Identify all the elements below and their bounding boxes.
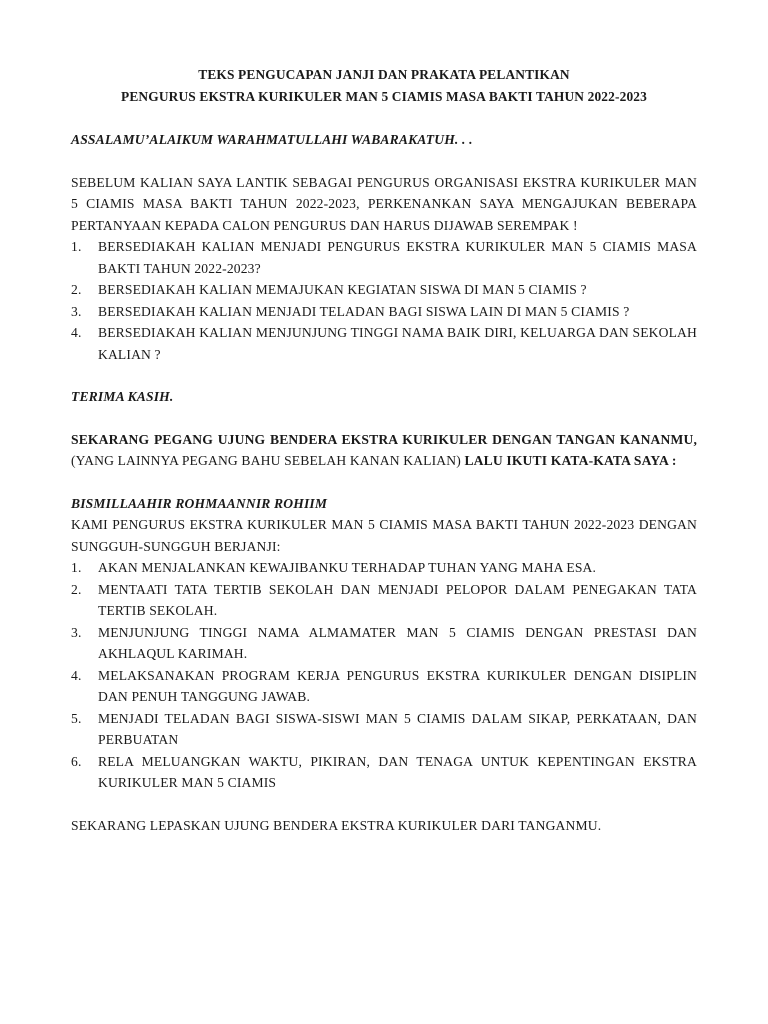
- question-text: BERSEDIAKAH KALIAN MENJADI PENGURUS EKSTRA KURIKULER MAN 5 CIAMIS MASA BAKTI TAHUN 2022-2023?: [98, 239, 697, 276]
- list-number: 6.: [71, 753, 82, 769]
- closing-instruction: SEKARANG LEPASKAN UJUNG BENDERA EKSTRA KURIKULER DARI TANGANMU.: [71, 817, 602, 833]
- question-list: [71, 236, 697, 365]
- pledge-item: [71, 751, 697, 794]
- instruction-bold-2: LALU IKUTI KATA-KATA SAYA :: [464, 453, 677, 468]
- pledge-item: [71, 557, 697, 579]
- pledge-item: [71, 665, 697, 708]
- question-item: [71, 236, 697, 279]
- document-title-line-2: PENGURUS EKSTRA KURIKULER MAN 5 CIAMIS MASA BAKTI TAHUN 2022-2023: [121, 89, 647, 104]
- pledge-text: RELA MELUANGKAN WAKTU, PIKIRAN, DAN TENAGA UNTUK KEPENTINGAN EKSTRA KURIKULER MAN 5 CIAMIS: [98, 753, 697, 790]
- list-number: 1.: [71, 560, 82, 575]
- list-number: 5.: [71, 710, 82, 726]
- list-number: 4.: [71, 667, 82, 683]
- pledge-text: MENJADI TELADAN BAGI SISWA-SISWI MAN 5 CIAMIS DALAM SIKAP, PERKATAAN, DAN PERBUATAN: [98, 710, 697, 747]
- question-item: [71, 279, 697, 301]
- instruction-bold-1: SEKARANG PEGANG UJUNG BENDERA EKSTRA KURIKULER DENGAN TANGAN KANANMU,: [71, 431, 697, 447]
- document-title-line-1: TEKS PENGUCAPAN JANJI DAN PRAKATA PELANTIKAN: [198, 67, 570, 82]
- pledge-item: [71, 579, 697, 622]
- basmalah: BISMILLAAHIR ROHMAANNIR ROHIIM: [71, 495, 328, 511]
- pledge-text: MENJUNJUNG TINGGI NAMA ALMAMATER MAN 5 CIAMIS DENGAN PRESTASI DAN AKHLAQUL KARIMAH.: [98, 624, 697, 661]
- instruction-normal: (YANG LAINNYA PEGANG BAHU SEBELAH KANAN KALIAN): [71, 453, 465, 468]
- instruction-paragraph: [71, 429, 697, 472]
- list-number: 3.: [71, 624, 82, 640]
- pledge-list: [71, 557, 697, 794]
- question-item: [71, 322, 697, 365]
- greeting: ASSALAMU’ALAIKUM WARAHMATULLAHI WABARAKATUH. . .: [71, 132, 473, 147]
- question-item: [71, 301, 697, 323]
- list-number: 3.: [71, 303, 82, 319]
- intro-paragraph: SEBELUM KALIAN SAYA LANTIK SEBAGAI PENGURUS ORGANISASI EKSTRA KURIKULER MAN 5 CIAMIS MASA BAKTI TAHUN 2022-2023, PERKENANKAN SAYA MENGAJUKAN BEBERAPA PERTANYAAN KEPADA CALON PENGURUS DAN HARUS DIJAWAB SEREMPAK !: [71, 174, 697, 233]
- question-text: BERSEDIAKAH KALIAN MEMAJUKAN KEGIATAN SISWA DI MAN 5 CIAMIS ?: [98, 282, 587, 297]
- pledge-text: MENTAATI TATA TERTIB SEKOLAH DAN MENJADI PELOPOR DALAM PENEGAKAN TATA TERTIB SEKOLAH.: [98, 581, 697, 618]
- pledge-item: [71, 708, 697, 751]
- thanks: TERIMA KASIH.: [71, 389, 174, 404]
- question-text: BERSEDIAKAH KALIAN MENJUNJUNG TINGGI NAMA BAIK DIRI, KELUARGA DAN SEKOLAH KALIAN ?: [98, 325, 697, 362]
- list-number: 2.: [71, 581, 82, 597]
- pledge-text: AKAN MENJALANKAN KEWAJIBANKU TERHADAP TUHAN YANG MAHA ESA.: [98, 560, 597, 575]
- list-number: 2.: [71, 282, 82, 297]
- question-text: BERSEDIAKAH KALIAN MENJADI TELADAN BAGI SISWA LAIN DI MAN 5 CIAMIS ?: [98, 303, 630, 319]
- list-number: 4.: [71, 325, 82, 340]
- pledge-item: [71, 622, 697, 665]
- pledge-intro: KAMI PENGURUS EKSTRA KURIKULER MAN 5 CIAMIS MASA BAKTI TAHUN 2022-2023 DENGAN SUNGGUH-SUNGGUH BERJANJI:: [71, 517, 697, 554]
- list-number: 1.: [71, 239, 82, 254]
- pledge-text: MELAKSANAKAN PROGRAM KERJA PENGURUS EKSTRA KURIKULER DENGAN DISIPLIN DAN PENUH TANGGUNG JAWAB.: [98, 667, 697, 704]
